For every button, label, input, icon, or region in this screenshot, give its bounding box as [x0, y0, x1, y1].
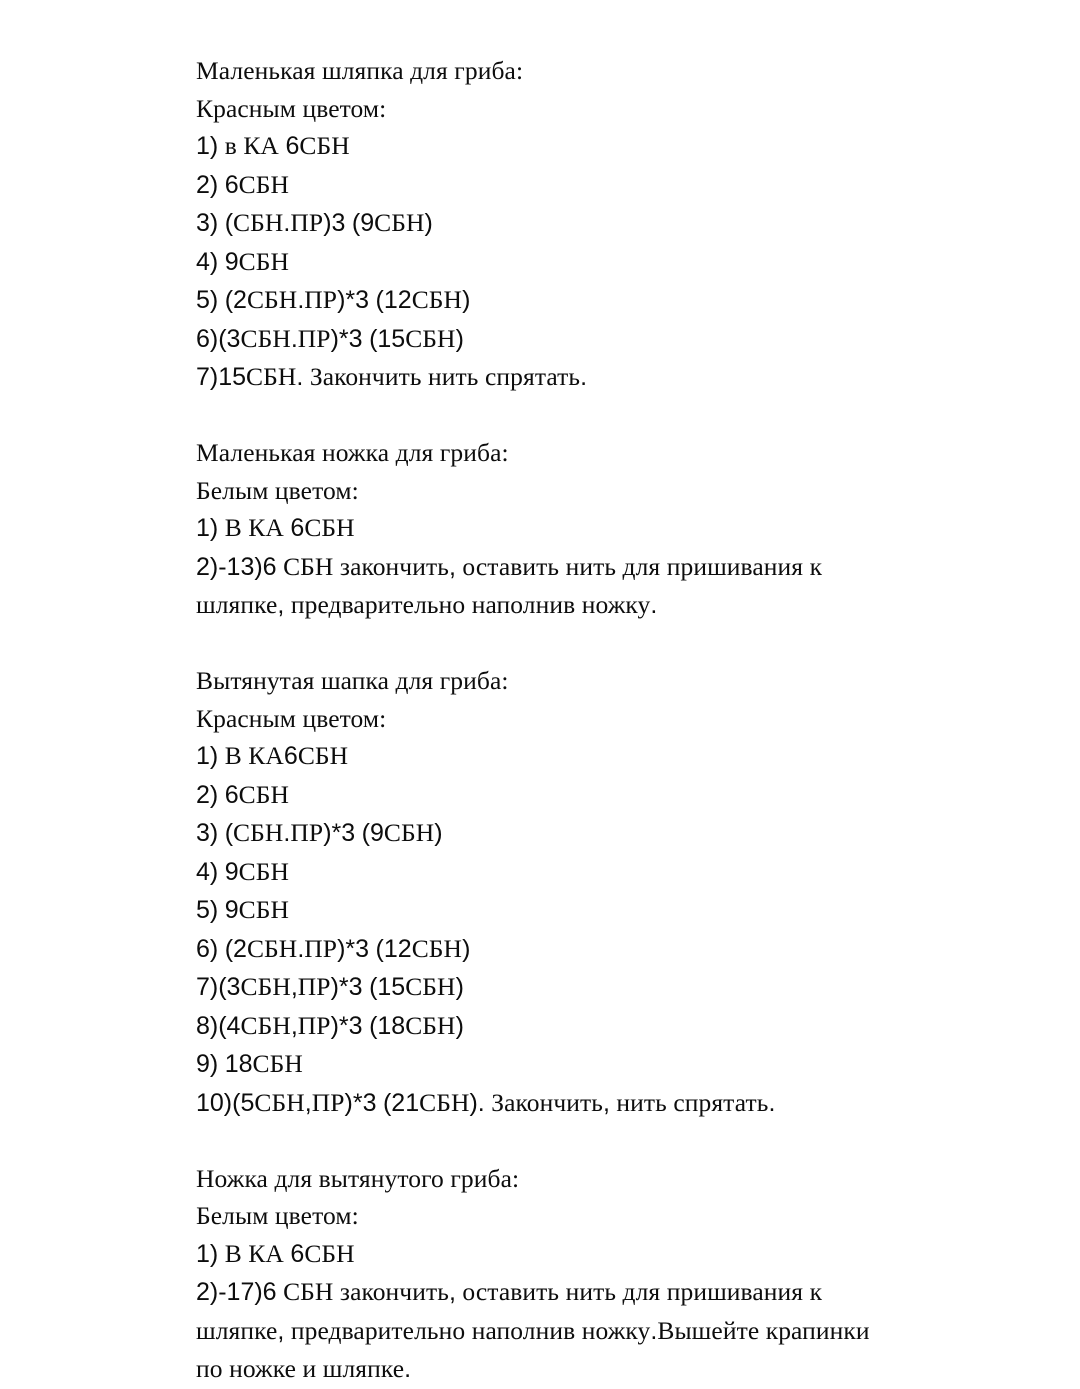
block-color-note: Красным цветом:	[196, 93, 387, 123]
pattern-row: 3) (СБН.ПР)*3 (9СБН)	[196, 818, 443, 847]
pattern-block-small-cap	[196, 52, 886, 397]
block-heading: Ножка для вытянутого гриба:	[196, 1163, 520, 1193]
pattern-row: 6) (2СБН.ПР)*3 (12СБН)	[196, 933, 471, 963]
pattern-row: 9) 18СБН	[196, 1049, 303, 1078]
pattern-row: 1) в КА 6СБН	[196, 131, 350, 160]
pattern-row: 1) В КА 6СБН	[196, 1238, 355, 1268]
pattern-block-small-stem	[196, 434, 886, 625]
pattern-row: 4) 9СБН	[196, 246, 289, 276]
pattern-row: 5) (2СБН.ПР)*3 (12СБН)	[196, 285, 471, 314]
pattern-row: 3) (СБН.ПР)3 (9СБН)	[196, 208, 433, 237]
block-color-note: Белым цветом:	[196, 475, 359, 505]
pattern-block-tall-stem	[196, 1160, 886, 1389]
pattern-row: 8)(4СБН,ПР)*3 (18СБН)	[196, 1010, 464, 1040]
pattern-row: 4) 9СБН	[196, 856, 289, 886]
pattern-row: 2)-13)6 СБН закончить, оставить нить для пришивания к шляпке, предварительно наполнив ножку.	[196, 551, 829, 619]
pattern-row: 2)-17)6 СБН закончить, оставить нить для пришивания к шляпке, предварительно наполнив ножку.Вышейте крапинки по ножке и шляпке.	[196, 1277, 877, 1383]
pattern-row: 7)15СБН. Закончить нить спрятать.	[196, 362, 588, 391]
pattern-row: 7)(3СБН,ПР)*3 (15СБН)	[196, 972, 464, 1001]
pattern-row: 2) 6СБН	[196, 169, 289, 199]
block-heading: Маленькая ножка для гриба:	[196, 438, 509, 467]
pattern-row: 10)(5СБН,ПР)*3 (21СБН). Закончить, нить спрятать.	[196, 1087, 776, 1117]
block-heading: Маленькая шляпка для гриба:	[196, 56, 524, 85]
block-color-note: Красным цветом:	[196, 703, 387, 733]
pattern-row: 1) В КА 6СБН	[196, 513, 355, 542]
pattern-row: 1) В КА6СБН	[196, 741, 349, 770]
pattern-row: 2) 6СБН	[196, 779, 289, 809]
block-color-note: Белым цветом:	[196, 1201, 359, 1230]
pattern-row: 6)(3СБН.ПР)*3 (15СБН)	[196, 323, 464, 353]
pattern-row: 5) 9СБН	[196, 895, 289, 924]
pattern-block-tall-cap	[196, 662, 886, 1122]
document-text-column	[196, 52, 886, 1389]
block-heading: Вытянутая шапка для гриба:	[196, 666, 509, 695]
